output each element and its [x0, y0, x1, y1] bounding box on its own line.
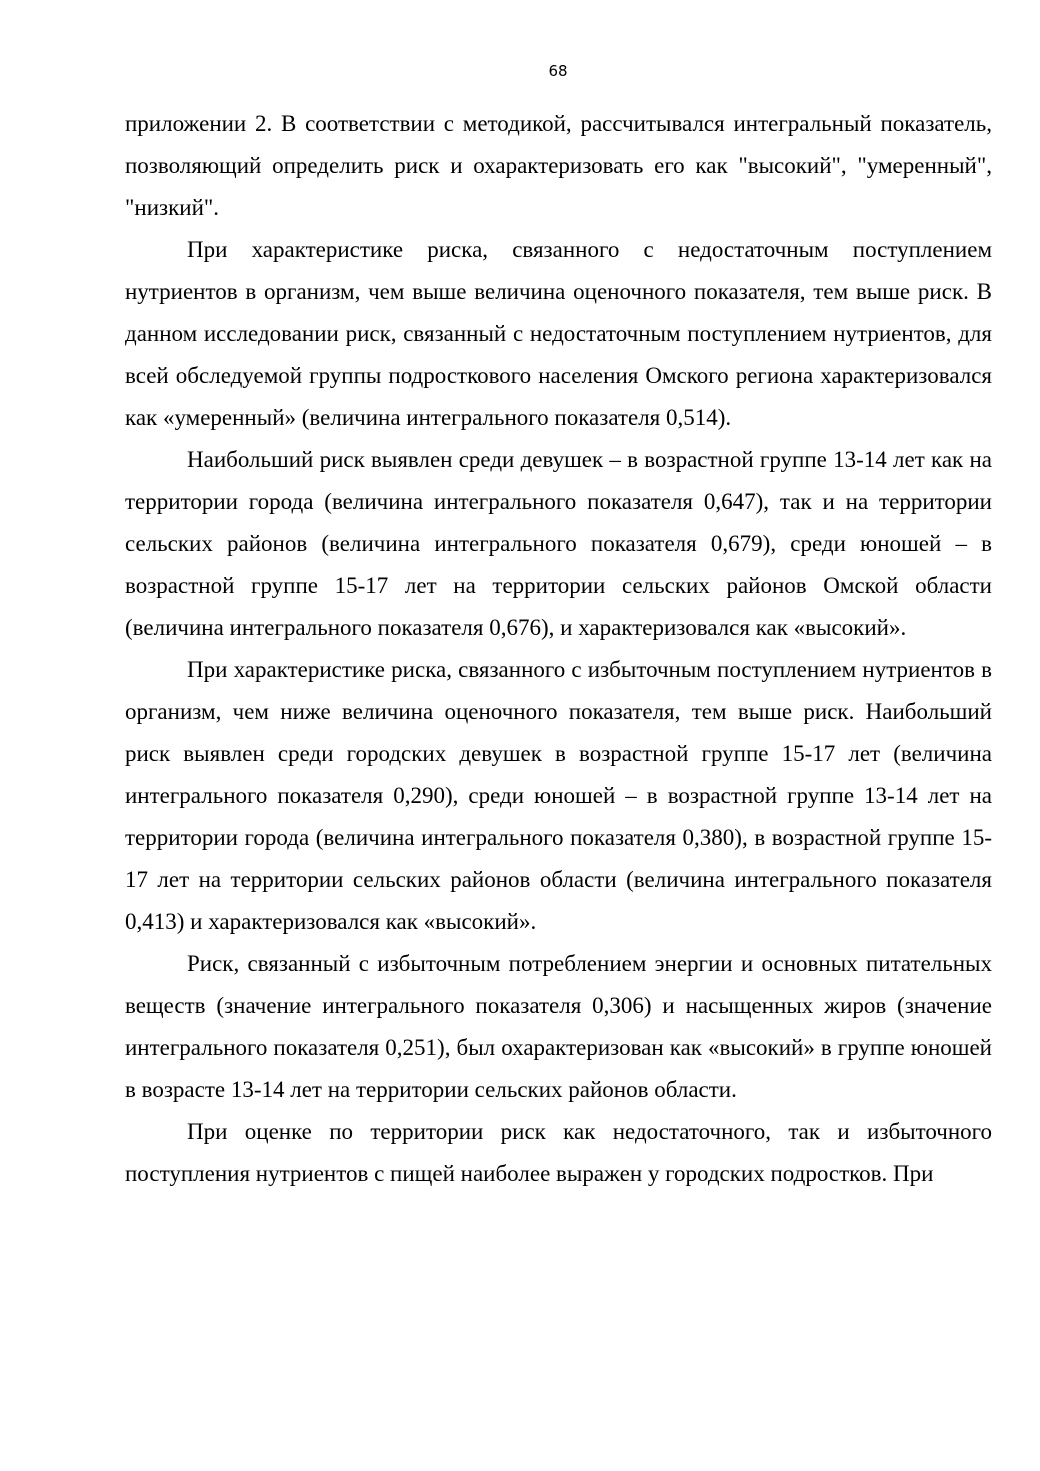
paragraph-continuation: приложении 2. В соответствии с методикой, рассчитывался интегральный показатель, позволяющий определить риск и охарактеризовать его как "высокий", "умеренный", "низкий".: [125, 111, 992, 220]
paragraph-territory-assessment: При оценке по территории риск как недостаточного, так и избыточного поступления нутриентов с пищей наиболее выражен у городских подростков. При: [125, 1119, 992, 1186]
paragraph-energy-fat-risk: Риск, связанный с избыточным потреблением энергии и основных питательных веществ (значение интегрального показателя 0,306) и насыщенных жиров (значение интегрального показателя 0,251), был охарактеризован как «высокий» в группе юношей в возрасте 13-14 лет на территории сельских районов области.: [125, 951, 992, 1102]
page-number: 68: [548, 62, 568, 80]
paragraph-insufficient-intake-risk: При характеристике риска, связанного с недостаточным поступлением нутриентов в организм, чем выше величина оценочного показателя, тем выше риск. В данном исследовании риск, связанный с недостаточным поступлением нутриентов, для всей обследуемой группы подросткового населения Омского региона характеризовался как «умеренный» (величина интегрального показателя 0,514).: [125, 237, 992, 430]
paragraph-excess-intake-risk: При характеристике риска, связанного с избыточным поступлением нутриентов в организм, чем ниже величина оценочного показателя, тем выше риск. Наибольший риск выявлен среди городских девушек в возрастной группе 15-17 лет (величина интегрального показателя 0,290), среди юношей – в возрастной группе 13-14 лет на территории города (величина интегрального показателя 0,380), в возрастной группе 15-17 лет на территории сельских районов области (величина интегрального показателя 0,413) и характеризовался как «высокий».: [125, 657, 992, 934]
body-text: [125, 103, 992, 1195]
paragraph-highest-risk-insufficient: Наибольший риск выявлен среди девушек – в возрастной группе 13-14 лет как на территории города (величина интегрального показателя 0,647), так и на территории сельских районов (величина интегрального показателя 0,679), среди юношей – в возрастной группе 15-17 лет на территории сельских районов Омской области (величина интегрального показателя 0,676), и характеризовался как «высокий».: [125, 447, 992, 640]
